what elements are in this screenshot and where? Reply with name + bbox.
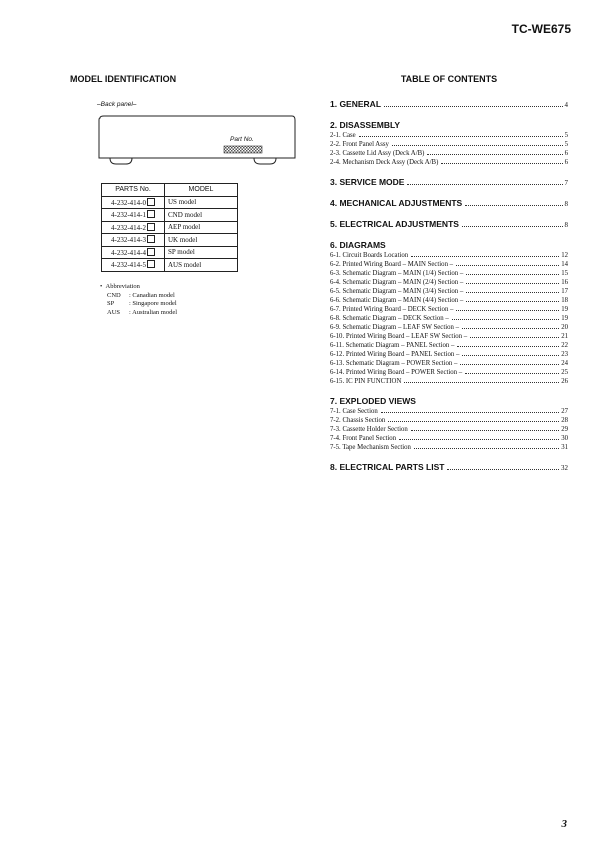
toc-section-title[interactable]: 2. DISASSEMBLY: [330, 120, 401, 130]
toc-section: [330, 461, 568, 473]
abbreviation-row: AUS : Australian model: [107, 308, 178, 316]
table-row: [102, 196, 238, 209]
toc-section: [330, 218, 568, 230]
toc-item-label: 6-2. Printed Wiring Board – MAIN Section –: [330, 261, 454, 268]
toc-section-page: 8: [564, 200, 568, 208]
dot-leader: [456, 265, 559, 266]
dot-leader: [404, 382, 559, 383]
toc-item[interactable]: [330, 350, 568, 359]
toc-item-label: 6-15. IC PIN FUNCTION: [330, 378, 402, 385]
dot-leader: [407, 184, 562, 185]
toc-section-title: 8. ELECTRICAL PARTS LIST: [330, 462, 445, 472]
toc-item-page: 14: [561, 261, 568, 268]
part-number-label: Part No.: [230, 136, 254, 143]
part-number: 4-232-414-0: [111, 198, 146, 207]
dot-leader: [466, 274, 559, 275]
toc-item[interactable]: [330, 149, 568, 158]
toc-item-label: 2-3. Cassette Lid Assy (Deck A/B): [330, 150, 425, 157]
part-number: 4-232-414-3: [111, 236, 146, 245]
checkbox-square-icon: [147, 260, 155, 268]
dot-leader: [414, 448, 559, 449]
dot-leader: [470, 337, 559, 338]
toc-item-page: 15: [561, 270, 568, 277]
document-model-title: TC-WE675: [511, 22, 571, 36]
toc-section-entry[interactable]: [330, 218, 568, 230]
toc-section-page: 32: [561, 464, 568, 472]
model-name: AEP model: [165, 221, 238, 234]
toc-item-label: 6-5. Schematic Diagram – MAIN (3/4) Section –: [330, 288, 464, 295]
toc-item-label: 6-12. Printed Wiring Board – PANEL Section –: [330, 351, 460, 358]
toc-section: [330, 239, 568, 386]
toc-item-label: 7-3. Cassette Holder Section: [330, 426, 408, 433]
toc-item-page: 30: [561, 435, 568, 442]
part-number: 4-232-414-5: [111, 261, 146, 270]
toc-item-label: 6-7. Printed Wiring Board – DECK Section –: [330, 306, 454, 313]
dot-leader: [411, 430, 559, 431]
toc-section: [330, 197, 568, 209]
toc-item-label: 7-5. Tape Mechanism Section: [330, 444, 411, 451]
abbreviation-notes: [100, 283, 177, 317]
toc-item[interactable]: [330, 260, 568, 269]
toc-item-label: 7-1. Case Section: [330, 408, 378, 415]
toc-item-label: 6-13. Schematic Diagram – POWER Section –: [330, 360, 458, 367]
toc-item[interactable]: [330, 287, 568, 296]
model-name: UK model: [165, 234, 238, 247]
checkbox-square-icon: [147, 198, 155, 206]
toc-item[interactable]: [330, 416, 568, 425]
dot-leader: [462, 328, 559, 329]
toc-item-page: 16: [561, 279, 568, 286]
toc-item[interactable]: [330, 407, 568, 416]
dot-leader: [466, 283, 559, 284]
dot-leader: [465, 373, 559, 374]
toc-item-label: 2-4. Mechanism Deck Assy (Deck A/B): [330, 159, 439, 166]
toc-item-label: 2-1. Case: [330, 132, 356, 139]
toc-section-page: 7: [564, 179, 568, 187]
checkbox-square-icon: [147, 223, 155, 231]
toc-section-entry[interactable]: [330, 176, 568, 188]
toc-item[interactable]: [330, 332, 568, 341]
toc-item[interactable]: [330, 368, 568, 377]
toc-item-page: 6: [564, 159, 568, 166]
part-number: 4-232-414-2: [111, 223, 146, 232]
model-name: SP model: [165, 246, 238, 259]
toc-item[interactable]: [330, 131, 568, 140]
toc-item-page: 29: [561, 426, 568, 433]
toc-item-label: 6-11. Schematic Diagram – PANEL Section –: [330, 342, 455, 349]
toc-item-label: 6-14. Printed Wiring Board – POWER Section –: [330, 369, 463, 376]
back-panel-illustration: [96, 114, 297, 169]
toc-section-entry[interactable]: [330, 98, 568, 110]
checkbox-square-icon: [147, 210, 155, 218]
toc-item[interactable]: [330, 269, 568, 278]
toc-item-label: 6-6. Schematic Diagram – MAIN (4/4) Section –: [330, 297, 464, 304]
toc-item-page: 19: [561, 315, 568, 322]
back-panel-caption: –Back panel–: [97, 101, 137, 108]
dot-leader: [411, 256, 559, 257]
toc-item-page: 17: [561, 288, 568, 295]
toc-heading: TABLE OF CONTENTS: [400, 74, 498, 84]
checkbox-square-icon: [147, 248, 155, 256]
toc-section-title: 4. MECHANICAL ADJUSTMENTS: [330, 198, 463, 208]
abbreviation-title: • Abbreviation: [100, 283, 140, 290]
dot-leader: [384, 106, 562, 107]
toc-item-page: 25: [561, 369, 568, 376]
toc-item[interactable]: [330, 314, 568, 323]
toc-section-title: 3. SERVICE MODE: [330, 177, 405, 187]
dot-leader: [399, 439, 559, 440]
toc-item-page: 31: [561, 444, 568, 451]
table-row: [102, 221, 238, 234]
toc-item-label: 6-8. Schematic Diagram – DECK Section –: [330, 315, 449, 322]
toc-item[interactable]: [330, 377, 568, 386]
toc-item-page: 28: [561, 417, 568, 424]
toc-item[interactable]: [330, 251, 568, 260]
toc-section: [330, 119, 568, 167]
toc-item-page: 6: [564, 150, 568, 157]
toc-section-title: 1. GENERAL: [330, 99, 382, 109]
toc-section-title[interactable]: 6. DIAGRAMS: [330, 240, 386, 250]
toc-section-page: 4: [564, 101, 568, 109]
table-row: [102, 234, 238, 247]
dot-leader: [381, 412, 559, 413]
toc-item-label: 6-1. Circuit Boards Location: [330, 252, 409, 259]
model-name: US model: [165, 196, 238, 209]
toc-item-label: 6-9. Schematic Diagram – LEAF SW Section –: [330, 324, 459, 331]
dot-leader: [427, 154, 562, 155]
toc-item-page: 23: [561, 351, 568, 358]
toc-item[interactable]: [330, 359, 568, 368]
toc-item[interactable]: [330, 158, 568, 167]
dot-leader: [359, 136, 563, 137]
toc-item-label: 2-2. Front Panel Assy: [330, 141, 389, 148]
toc-item-label: 7-2. Chassis Section: [330, 417, 386, 424]
table-of-contents: [330, 98, 568, 482]
checkbox-square-icon: [147, 235, 155, 243]
dot-leader: [441, 163, 562, 164]
model-identification-heading: MODEL IDENTIFICATION: [70, 74, 177, 84]
toc-item-page: 21: [561, 333, 568, 340]
toc-section: [330, 395, 568, 452]
toc-section-title[interactable]: 7. EXPLODED VIEWS: [330, 396, 416, 406]
toc-item-page: 22: [561, 342, 568, 349]
toc-section-entry[interactable]: [330, 461, 568, 473]
toc-item[interactable]: [330, 296, 568, 305]
table-header-model: MODEL: [165, 184, 238, 197]
dot-leader: [466, 292, 559, 293]
toc-item-page: 20: [561, 324, 568, 331]
toc-section-title: 5. ELECTRICAL ADJUSTMENTS: [330, 219, 459, 229]
dot-leader: [457, 346, 559, 347]
toc-section-page: 8: [564, 221, 568, 229]
model-name: AUS model: [165, 259, 238, 272]
dot-leader: [466, 301, 559, 302]
toc-item-label: 7-4. Front Panel Section: [330, 435, 397, 442]
toc-item[interactable]: [330, 434, 568, 443]
toc-item-label: 6-3. Schematic Diagram – MAIN (1/4) Section –: [330, 270, 464, 277]
toc-item[interactable]: [330, 341, 568, 350]
toc-item[interactable]: [330, 278, 568, 287]
dot-leader: [388, 421, 559, 422]
dot-leader: [462, 226, 563, 227]
dot-leader: [392, 145, 563, 146]
toc-item-page: 12: [561, 252, 568, 259]
toc-item-label: 6-10. Printed Wiring Board – LEAF SW Section –: [330, 333, 468, 340]
table-header-parts-no: PARTS No.: [102, 184, 165, 197]
toc-item[interactable]: [330, 140, 568, 149]
part-number-label-area: [224, 146, 262, 153]
page-number: 3: [561, 818, 567, 830]
table-row: [102, 259, 238, 272]
toc-section: [330, 98, 568, 110]
abbreviation-row: CND : Canadian model: [107, 291, 175, 299]
dot-leader: [452, 319, 559, 320]
toc-item[interactable]: [330, 425, 568, 434]
part-number: 4-232-414-4: [111, 248, 146, 257]
toc-item[interactable]: [330, 305, 568, 314]
toc-item-page: 19: [561, 306, 568, 313]
toc-section-entry[interactable]: [330, 197, 568, 209]
model-name: CND model: [165, 209, 238, 222]
abbreviation-row: SP : Singapore model: [107, 300, 177, 308]
toc-item-label: 6-4. Schematic Diagram – MAIN (2/4) Section –: [330, 279, 464, 286]
toc-item[interactable]: [330, 443, 568, 452]
dot-leader: [460, 364, 559, 365]
toc-item-page: 27: [561, 408, 568, 415]
table-row: [102, 209, 238, 222]
dot-leader: [447, 469, 559, 470]
parts-model-table: [101, 183, 238, 272]
dot-leader: [456, 310, 559, 311]
toc-item-page: 18: [561, 297, 568, 304]
dot-leader: [462, 355, 559, 356]
toc-section: [330, 176, 568, 188]
toc-item-page: 5: [564, 132, 568, 139]
dot-leader: [465, 205, 562, 206]
part-number: 4-232-414-1: [111, 211, 146, 220]
toc-item-page: 24: [561, 360, 568, 367]
toc-item-page: 26: [561, 378, 568, 385]
table-row: [102, 246, 238, 259]
toc-item-page: 5: [564, 141, 568, 148]
toc-item[interactable]: [330, 323, 568, 332]
